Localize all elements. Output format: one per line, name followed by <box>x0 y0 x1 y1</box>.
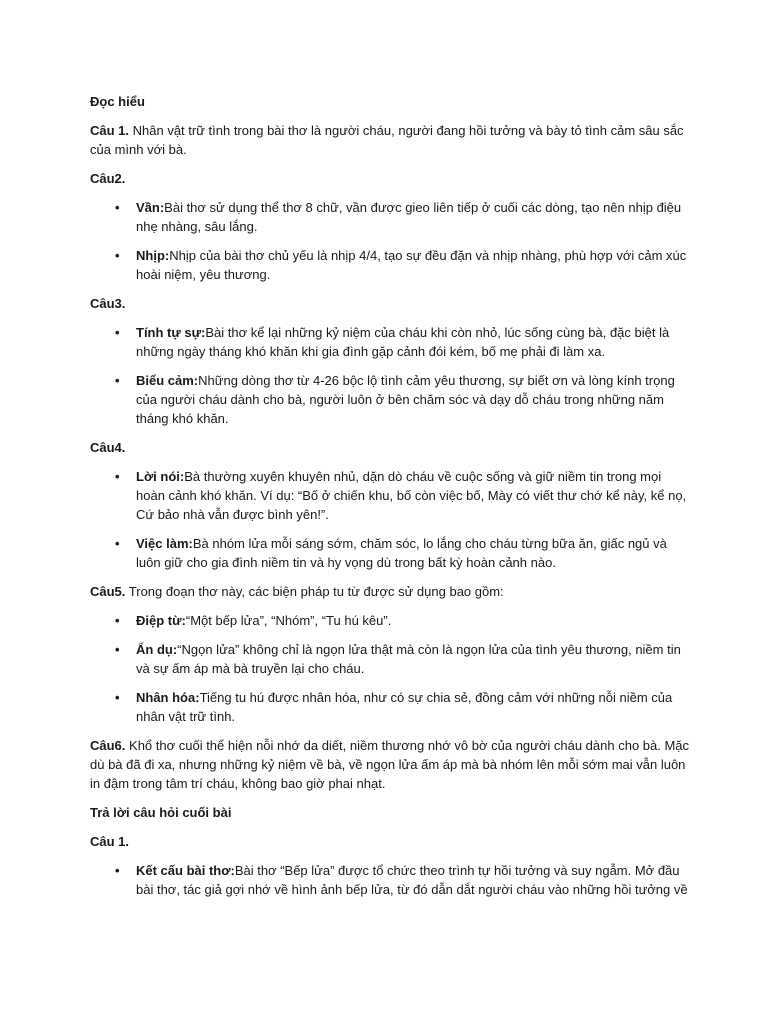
question-4-list <box>90 467 690 572</box>
question-5-intro: Trong đoạn thơ này, các biện pháp tu từ được sử dụng bao gồm: <box>125 584 504 599</box>
list-item-text: Tiếng tu hú được nhân hóa, như có sự chia sẻ, đồng cảm với những nỗi niềm của nhân vật trữ tình. <box>136 690 673 724</box>
list-item-text: “Ngọn lửa” không chỉ là ngọn lửa thật mà còn là ngọn lửa của tình yêu thương, niềm tin và sự ấm áp mà bà truyền lại cho cháu. <box>136 642 681 676</box>
list-item-term: Kết cấu bài thơ: <box>136 863 235 878</box>
document-page <box>90 92 690 909</box>
list-item-text: Nhịp của bài thơ chủ yếu là nhịp 4/4, tạo sự đều đặn và nhịp nhàng, phù hợp với cảm xúc hoài niệm, yêu thương. <box>136 248 687 282</box>
list-item-term: Điệp từ: <box>136 613 186 628</box>
list-item <box>90 467 690 524</box>
list-item <box>90 611 690 630</box>
list-item-text: Bài thơ sử dụng thể thơ 8 chữ, vần được gieo liên tiếp ở cuối các dòng, tạo nên nhịp điệu nhẹ nhàng, sâu lắng. <box>136 200 682 234</box>
section-2-question-1-label: Câu 1. <box>90 834 130 849</box>
list-item <box>90 323 690 361</box>
list-item-term: Tính tự sự: <box>136 325 206 340</box>
list-item <box>90 371 690 428</box>
list-item <box>90 246 690 284</box>
question-3-label: Câu3. <box>90 296 126 311</box>
question-1-label: Câu 1. <box>90 123 130 138</box>
list-item-term: Vần: <box>136 200 165 215</box>
list-item-text: Bà thường xuyên khuyên nhủ, dặn dò cháu về cuộc sống và giữ niềm tin trong mọi hoàn cảnh khó khăn. Ví dụ: “Bố ở chiến khu, bố còn việc bố, Mày có viết thư chớ kể này, kể nọ, Cứ bảo nhà vẫn được bình yên!”. <box>136 469 687 522</box>
question-6 <box>90 736 690 793</box>
question-6-answer: Khổ thơ cuối thể hiện nỗi nhớ da diết, niềm thương nhớ vô bờ của người cháu dành cho bà. Mặc dù bà đã đi xa, nhưng những kỷ niệm về bà, về ngọn lửa ấm áp mà bà nhóm lên mỗi sớm mai vẫn luôn in đậm trong tâm trí cháu, không bao giờ phai nhạt. <box>90 738 690 791</box>
list-item <box>90 534 690 572</box>
list-item-term: Ẩn dụ: <box>136 642 178 657</box>
question-3-list <box>90 323 690 428</box>
list-item-text: Bài thơ “Bếp lửa” được tổ chức theo trình tự hồi tưởng và suy ngẫm. Mở đầu bài thơ, tác giả gợi nhớ về hình ảnh bếp lửa, từ đó dẫn dắt người cháu vào những hồi tưởng về <box>136 863 688 897</box>
question-5-list <box>90 611 690 726</box>
list-item-text: “Một bếp lửa”, “Nhóm”, “Tu hú kêu”. <box>185 613 392 628</box>
question-5-label: Câu5. <box>90 584 126 599</box>
question-1 <box>90 121 690 159</box>
list-item <box>90 861 690 899</box>
question-1-answer: Nhân vật trữ tình trong bài thơ là người cháu, người đang hồi tưởng và bày tỏ tình cảm sâu sắc của mình với bà. <box>90 123 684 157</box>
list-item-term: Việc làm: <box>136 536 193 551</box>
question-5 <box>90 582 690 601</box>
list-item-term: Nhân hóa: <box>136 690 200 705</box>
question-6-label: Câu6. <box>90 738 126 753</box>
list-item-text: Bà nhóm lửa mỗi sáng sớm, chăm sóc, lo lắng cho cháu từng bữa ăn, giấc ngủ và luôn giữ cho gia đình niềm tin và hy vọng dù trong bất kỳ hoàn cảnh nào. <box>136 536 667 570</box>
list-item <box>90 198 690 236</box>
question-2-label: Câu2. <box>90 171 126 186</box>
list-item-term: Biểu cảm: <box>136 373 199 388</box>
list-item <box>90 688 690 726</box>
section-2-question-1-list <box>90 861 690 899</box>
section-title-doc-hieu: Đọc hiểu <box>90 94 145 109</box>
section-title-tra-loi: Trả lời câu hỏi cuối bài <box>90 805 232 820</box>
list-item-text: Những dòng thơ từ 4-26 bộc lộ tình cảm yêu thương, sự biết ơn và lòng kính trọng của người cháu dành cho bà, người luôn ở bên chăm sóc và dạy dỗ cháu trong những năm tháng khó khăn. <box>136 373 675 426</box>
question-4-label: Câu4. <box>90 440 126 455</box>
list-item <box>90 640 690 678</box>
list-item-term: Lời nói: <box>136 469 185 484</box>
list-item-term: Nhịp: <box>136 248 170 263</box>
list-item-text: Bài thơ kể lại những kỷ niệm của cháu khi còn nhỏ, lúc sống cùng bà, đặc biệt là những ngày tháng khó khăn khi gia đình gặp cảnh đói kém, bố mẹ phải đi làm xa. <box>136 325 670 359</box>
question-2-list <box>90 198 690 284</box>
